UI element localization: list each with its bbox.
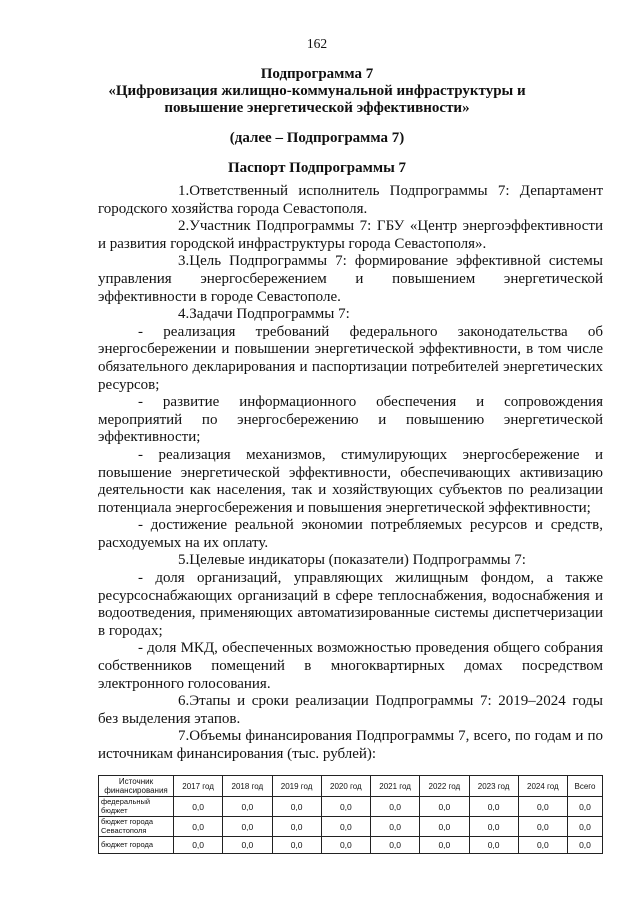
task-2: - развитие информационного обеспечения и сопровождения мероприятий по энергосбережению и повышению энергетической эффективности;: [98, 394, 603, 446]
header-2022: 2022 год: [420, 776, 469, 797]
indicator-1: - доля организаций, управляющих жилищным фондом, а также ресурсоснабжающих организаций в сфере теплоснабжения, водоснабжения и водоотведения, применяющих автоматизированные системы диспетчеризации в городах;: [98, 570, 603, 639]
row-label: бюджет города: [99, 837, 174, 854]
item-number: 4.: [178, 306, 190, 323]
item-text: Ответственный исполнитель Подпрограммы 7: Департамент городского хозяйства города Севастополя.: [98, 183, 603, 217]
table-cell: 0,0: [518, 797, 567, 817]
row-label: федеральный бюджет: [99, 797, 174, 817]
item-number: 2.: [178, 218, 190, 235]
table-cell: 0,0: [223, 817, 272, 837]
header-total: Всего: [568, 776, 603, 797]
title-block: [30, 66, 604, 177]
table-cell: 0,0: [272, 817, 321, 837]
item-number: 1.: [178, 183, 190, 199]
header-2020: 2020 год: [321, 776, 370, 797]
item-3: [98, 253, 603, 306]
page-number: 162: [306, 36, 328, 51]
header-2017: 2017 год: [174, 776, 223, 797]
table-cell: 0,0: [469, 797, 518, 817]
row-label: бюджет города Севастополя: [99, 817, 174, 837]
table-cell: 0,0: [371, 797, 420, 817]
item-number: 5.: [178, 552, 190, 569]
item-text: Целевые индикаторы (показатели) Подпрограммы 7:: [189, 552, 526, 569]
table-cell: 0,0: [321, 797, 370, 817]
table-cell: 0,0: [420, 797, 469, 817]
table-cell: 0,0: [223, 837, 272, 854]
item-5: [98, 552, 603, 570]
table-row: [99, 797, 603, 817]
financing-table-header: [99, 776, 603, 797]
item-number: 6.: [178, 693, 190, 710]
task-3: - реализация механизмов, стимулирующих энергосбережение и повышение энергетической эффективности, обеспечивающих активизацию деятельности как населения, так и хозяйствующих субъектов по реализации потенциала энергосбережения и повышения энергетической эффективности;: [98, 446, 603, 516]
header-2024: 2024 год: [518, 776, 567, 797]
table-cell: 0,0: [568, 817, 603, 837]
item-text: Этапы и сроки реализации Подпрограммы 7: 2019–2024 годы без выделения этапов.: [98, 693, 603, 727]
table-row: [99, 817, 603, 837]
financing-table: [98, 775, 603, 854]
table-cell: 0,0: [223, 797, 272, 817]
item-1: [98, 183, 603, 218]
table-cell: 0,0: [568, 837, 603, 854]
item-text: Участник Подпрограммы 7: ГБУ «Центр энергоэффективности и развития городской инфраструктуры города Севастополя».: [98, 218, 603, 252]
item-text: Объемы финансирования Подпрограммы 7, всего, по годам и по источникам финансирования (тыс. рублей):: [98, 728, 603, 762]
subprogram-name-line-2: повышение энергетической эффективности»: [164, 100, 470, 116]
indicator-2: - доля МКД, обеспеченных возможностью проведения общего собрания собственников помещений в многоквартирных домах посредством электронного голосования.: [98, 640, 603, 692]
item-6: [98, 693, 603, 728]
table-cell: 0,0: [272, 797, 321, 817]
table-cell: 0,0: [518, 817, 567, 837]
subprogram-title: Подпрограмма 7: [260, 66, 374, 82]
item-7: [98, 728, 603, 763]
table-cell: 0,0: [469, 837, 518, 854]
subprogram-name-line-1: «Цифровизация жилищно-коммунальной инфраструктуры и: [108, 83, 526, 99]
header-2021: 2021 год: [371, 776, 420, 797]
table-cell: 0,0: [174, 817, 223, 837]
table-cell: 0,0: [321, 837, 370, 854]
item-number: 3.: [178, 253, 190, 270]
header-2018: 2018 год: [223, 776, 272, 797]
table-cell: 0,0: [420, 837, 469, 854]
item-text: Цель Подпрограммы 7: формирование эффективной системы управления энергосбережением и повышением энергетической эффективности в городе Севастополе.: [98, 253, 603, 305]
header-2023: 2023 год: [469, 776, 518, 797]
table-cell: 0,0: [568, 797, 603, 817]
table-cell: 0,0: [321, 817, 370, 837]
table-cell: 0,0: [371, 817, 420, 837]
item-text: Задачи Подпрограммы 7:: [189, 306, 350, 323]
table-cell: 0,0: [420, 817, 469, 837]
item-2: [98, 218, 603, 253]
item-number: 7.: [178, 728, 190, 745]
table-row: [99, 837, 603, 854]
header-2019: 2019 год: [272, 776, 321, 797]
header-source: Источник финансирования: [99, 776, 174, 797]
table-cell: 0,0: [469, 817, 518, 837]
task-4: - достижение реальной экономии потребляемых ресурсов и средств, расходуемых на их оплату.: [98, 517, 603, 551]
table-cell: 0,0: [518, 837, 567, 854]
passport-heading: Паспорт Подпрограммы 7: [227, 160, 407, 176]
subprogram-short-name: (далее – Подпрограмма 7): [229, 130, 405, 146]
table-cell: 0,0: [272, 837, 321, 854]
passport-body: [98, 183, 603, 764]
table-cell: 0,0: [174, 837, 223, 854]
table-cell: 0,0: [371, 837, 420, 854]
table-cell: 0,0: [174, 797, 223, 817]
task-1: - реализация требований федерального законодательства об энергосбережении и повышении энергетической эффективности, в том числе обязательного декларирования и паспортизации потребителей энергетических ресурсов;: [98, 323, 603, 393]
item-4: [98, 306, 603, 324]
